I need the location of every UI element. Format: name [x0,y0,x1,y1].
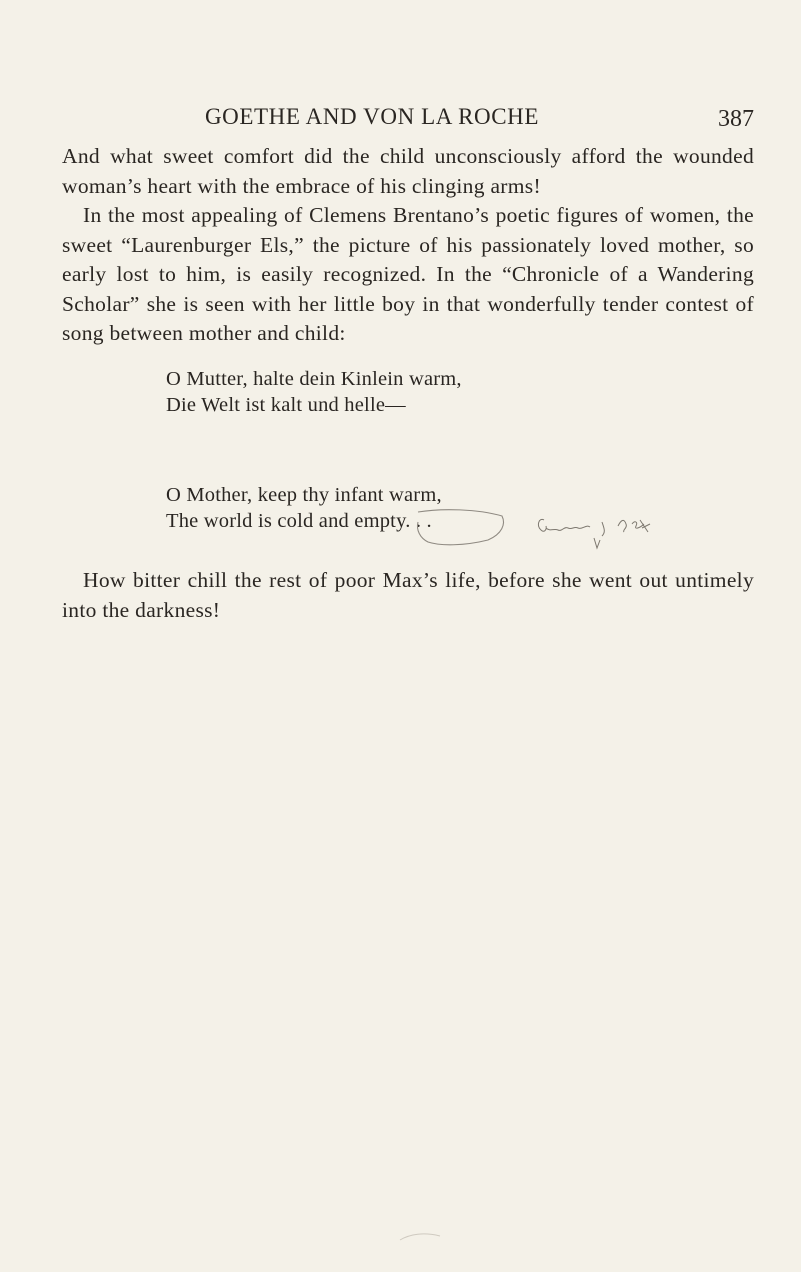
paragraph-2: In the most appealing of Clemens Brentano’s poetic figures of women, the sweet “Laurenburger Els,” the picture of his passionately loved mother, so early lost to him, is easily recognized. In the “Chronicle of a Wandering Scholar” she is seen with her little boy in that wonderfully tender contest of song between mother and child: [62,203,754,345]
verse-line: Die Welt ist kalt und helle— [166,394,406,416]
verse-line: O Mutter, halte dein Kinlein warm, [166,368,462,390]
running-head-title: GOETHE AND VON LA ROCHE [204,104,540,129]
page-number: 387 [718,106,754,132]
running-head [62,104,754,138]
closing-paragraph: How bitter chill the rest of poor Max’s life, before she went out untimely into the darkness! [62,568,754,622]
verse-stanza-german [166,366,706,418]
handwritten-caret [594,538,600,548]
body-text [62,142,754,349]
verse-line: O Mother, keep thy infant warm, [166,484,442,506]
verse-line: The world is cold and empty. . . [166,510,432,532]
stray-pencil-mark [396,1226,456,1246]
paragraph-1: And what sweet comfort did the child unconsciously afford the wounded woman’s heart with the embrace of his clinging arms! [62,144,754,198]
verse-stanza-english [166,482,706,534]
